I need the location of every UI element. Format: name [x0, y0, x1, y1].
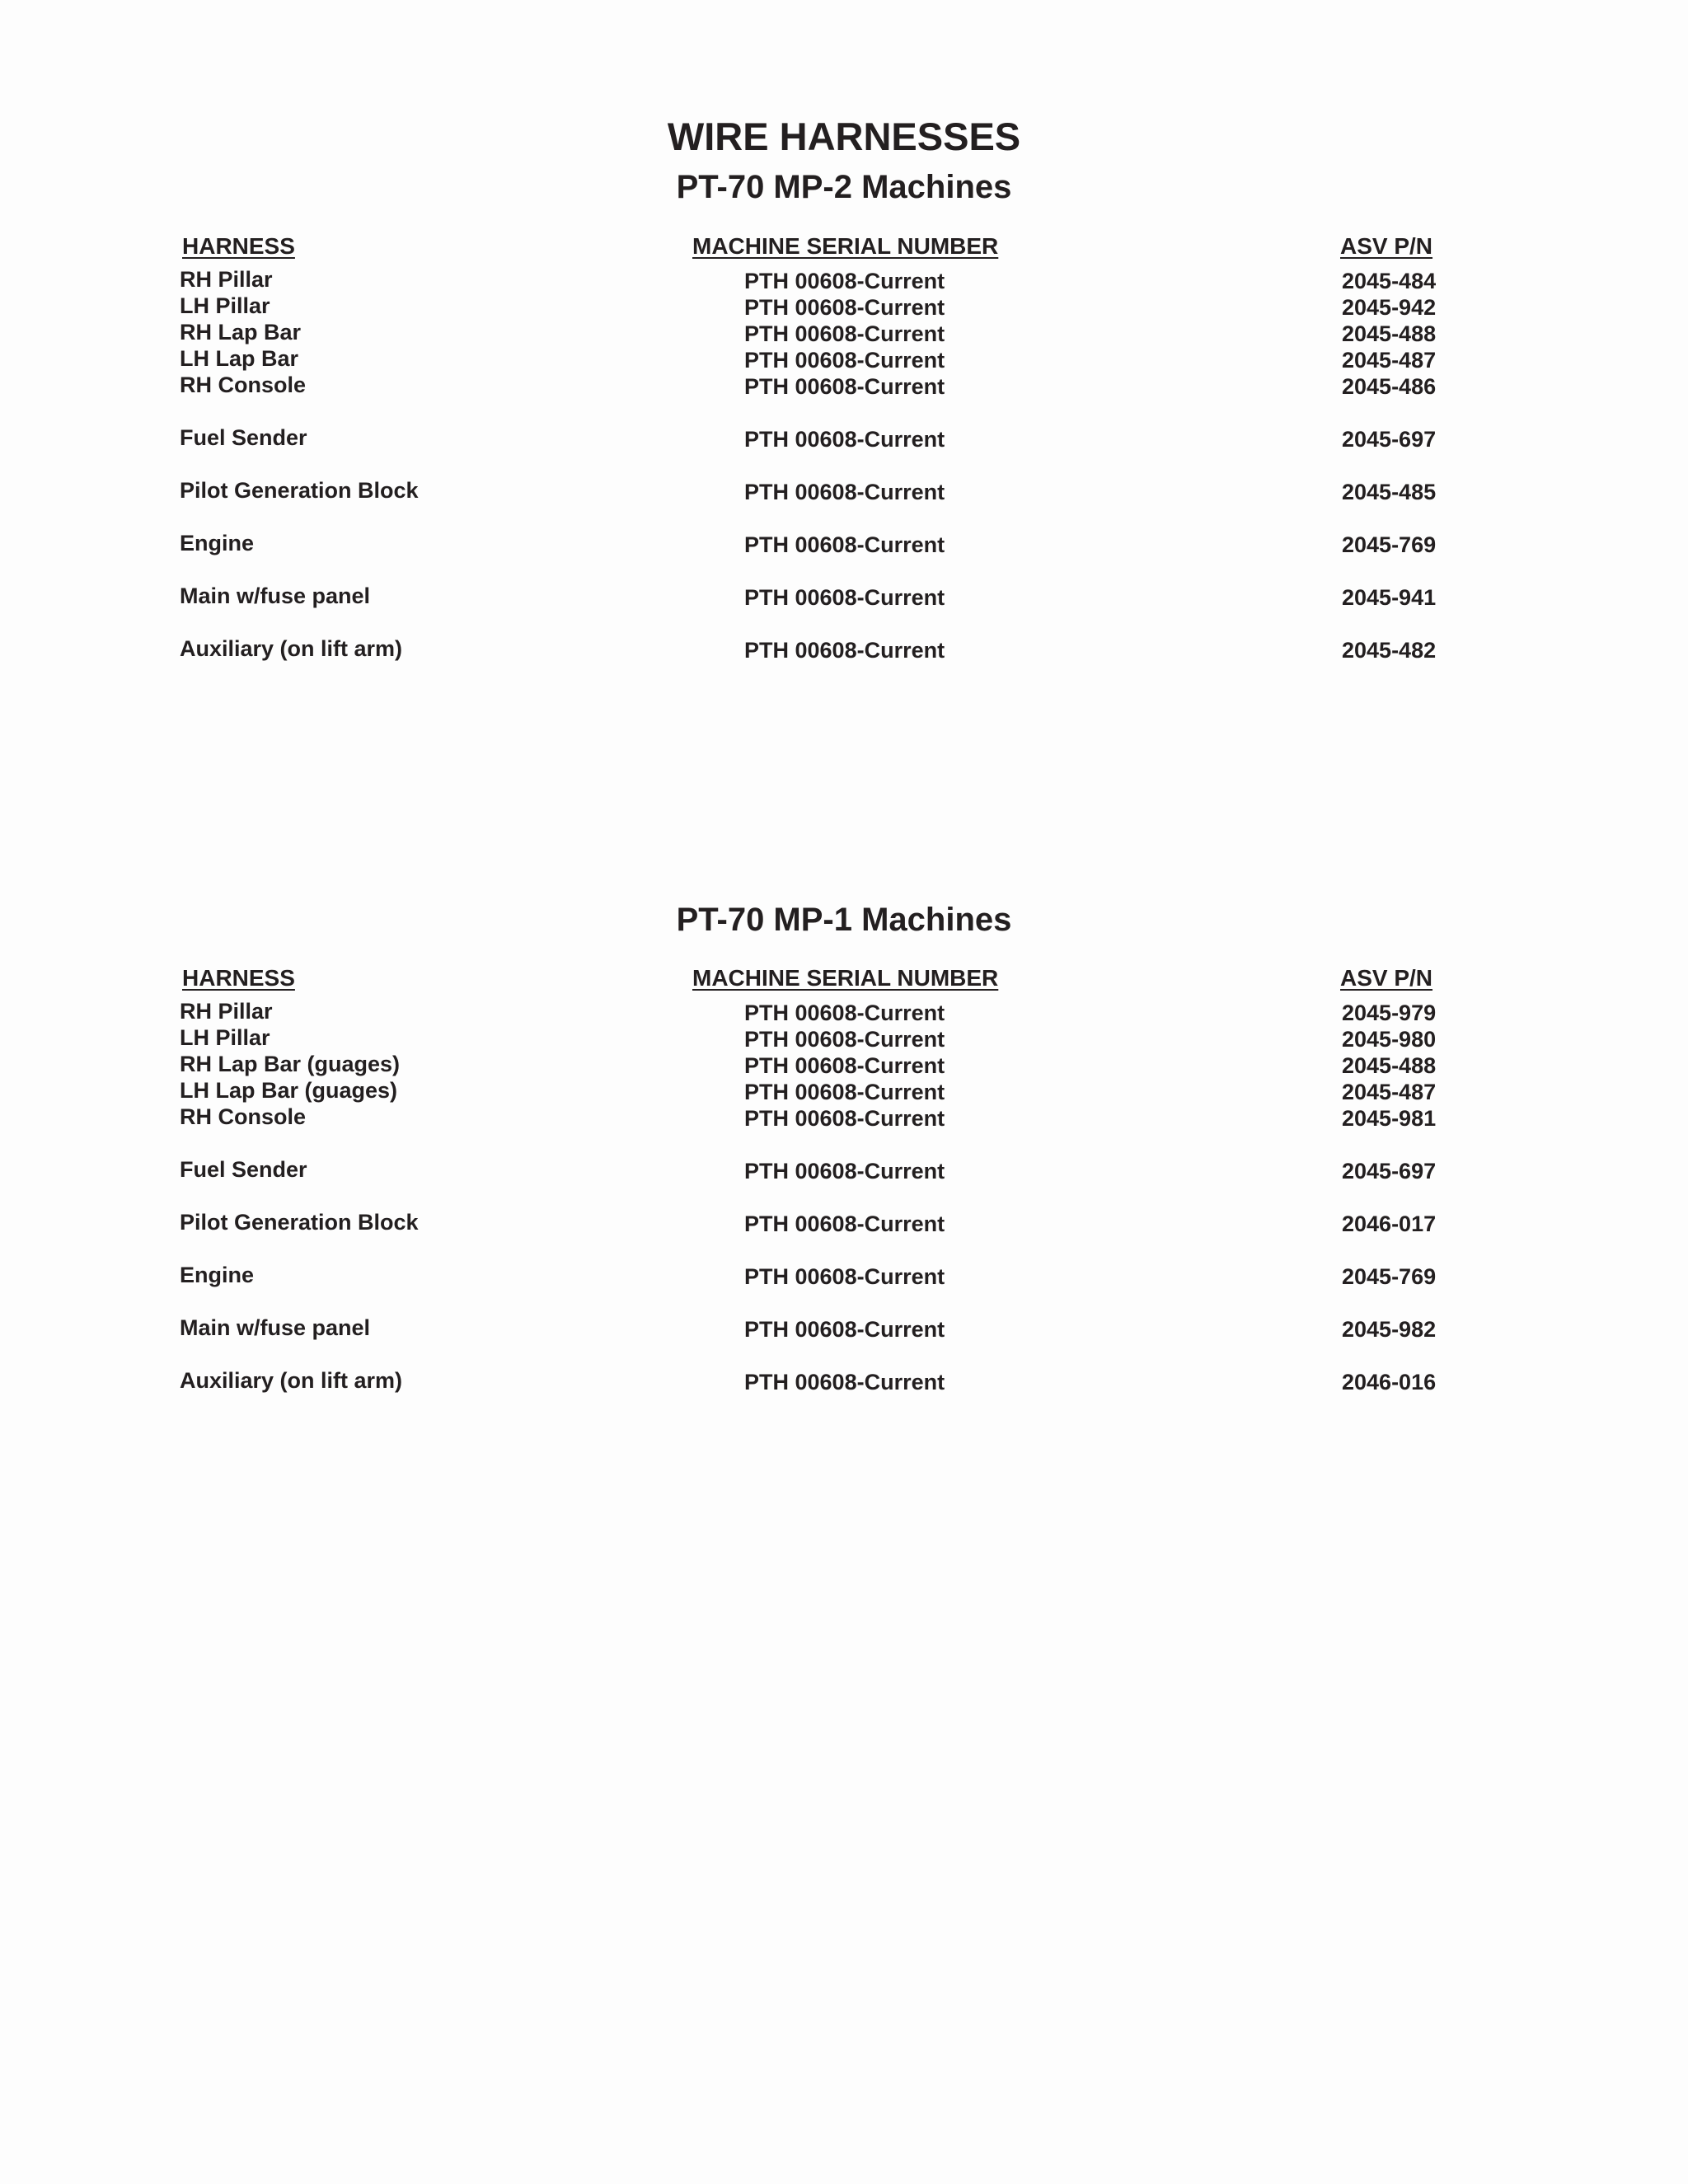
serial-number: PTH 00608-Current — [744, 1212, 945, 1236]
harness-name: Pilot Generation Block — [180, 1210, 419, 1235]
part-number: 2045-982 — [1342, 1317, 1437, 1342]
section-title-mp2: PT-70 MP-2 Machines — [676, 169, 1012, 205]
part-number: 2045-697 — [1342, 1159, 1437, 1183]
harness-name: RH Pillar — [180, 999, 273, 1024]
serial-number: PTH 00608-Current — [744, 1106, 945, 1131]
serial-number: PTH 00608-Current — [744, 427, 945, 452]
serial-number: PTH 00608-Current — [744, 295, 945, 320]
part-number: 2045-980 — [1342, 1027, 1437, 1052]
serial-number: PTH 00608-Current — [744, 1370, 945, 1394]
serial-number: PTH 00608-Current — [744, 1317, 945, 1342]
column-header-asv-part-number: ASV P/N — [1340, 233, 1433, 259]
harness-name: Auxiliary (on lift arm) — [180, 1368, 403, 1393]
harness-name: Main w/fuse panel — [180, 583, 371, 608]
harness-name: LH Lap Bar — [180, 346, 299, 371]
part-number: 2045-697 — [1342, 427, 1437, 452]
harness-name: LH Lap Bar (guages) — [180, 1078, 398, 1103]
part-number: 2045-487 — [1342, 1080, 1437, 1104]
serial-number: PTH 00608-Current — [744, 321, 945, 346]
serial-number: PTH 00608-Current — [744, 269, 945, 293]
harness-name: Engine — [180, 531, 255, 555]
serial-number: PTH 00608-Current — [744, 1027, 945, 1052]
serial-number: PTH 00608-Current — [744, 374, 945, 399]
part-number: 2045-488 — [1342, 1053, 1437, 1078]
part-number: 2045-487 — [1342, 348, 1437, 373]
harness-name: RH Console — [180, 373, 307, 397]
document-title: WIRE HARNESSES — [667, 115, 1021, 158]
part-number: 2045-488 — [1342, 321, 1437, 346]
section-title-mp1: PT-70 MP-1 Machines — [676, 902, 1012, 938]
part-number: 2045-941 — [1342, 585, 1437, 610]
part-number: 2046-016 — [1342, 1370, 1437, 1394]
serial-number: PTH 00608-Current — [744, 1080, 945, 1104]
part-number: 2045-486 — [1342, 374, 1437, 399]
column-header-asv-part-number: ASV P/N — [1340, 965, 1433, 991]
harness-name: Engine — [180, 1263, 255, 1287]
harness-name: LH Pillar — [180, 1025, 270, 1050]
column-header-harness: HARNESS — [182, 233, 295, 259]
harness-name: Fuel Sender — [180, 1157, 307, 1182]
part-number: 2045-484 — [1342, 269, 1437, 293]
serial-number: PTH 00608-Current — [744, 1053, 945, 1078]
column-header-serial-number: MACHINE SERIAL NUMBER — [692, 965, 999, 991]
serial-number: PTH 00608-Current — [744, 638, 945, 663]
serial-number: PTH 00608-Current — [744, 1159, 945, 1183]
part-number: 2045-485 — [1342, 480, 1437, 504]
column-header-harness: HARNESS — [182, 965, 295, 991]
serial-number: PTH 00608-Current — [744, 585, 945, 610]
serial-number: PTH 00608-Current — [744, 532, 945, 557]
harness-name: Auxiliary (on lift arm) — [180, 636, 403, 661]
part-number: 2046-017 — [1342, 1212, 1437, 1236]
serial-number: PTH 00608-Current — [744, 348, 945, 373]
harness-name: RH Lap Bar — [180, 320, 302, 344]
part-number: 2045-979 — [1342, 1001, 1437, 1025]
serial-number: PTH 00608-Current — [744, 480, 945, 504]
part-number: 2045-942 — [1342, 295, 1437, 320]
harness-name: Main w/fuse panel — [180, 1315, 371, 1340]
serial-number: PTH 00608-Current — [744, 1001, 945, 1025]
harness-name: RH Pillar — [180, 267, 273, 292]
harness-name: Fuel Sender — [180, 425, 307, 450]
serial-number: PTH 00608-Current — [744, 1264, 945, 1289]
part-number: 2045-769 — [1342, 1264, 1437, 1289]
column-header-serial-number: MACHINE SERIAL NUMBER — [692, 233, 999, 259]
part-number: 2045-769 — [1342, 532, 1437, 557]
harness-name: RH Lap Bar (guages) — [180, 1052, 401, 1076]
part-number: 2045-482 — [1342, 638, 1437, 663]
part-number: 2045-981 — [1342, 1106, 1437, 1131]
harness-name: Pilot Generation Block — [180, 478, 419, 503]
harness-name: RH Console — [180, 1104, 307, 1129]
harness-name: LH Pillar — [180, 293, 270, 318]
